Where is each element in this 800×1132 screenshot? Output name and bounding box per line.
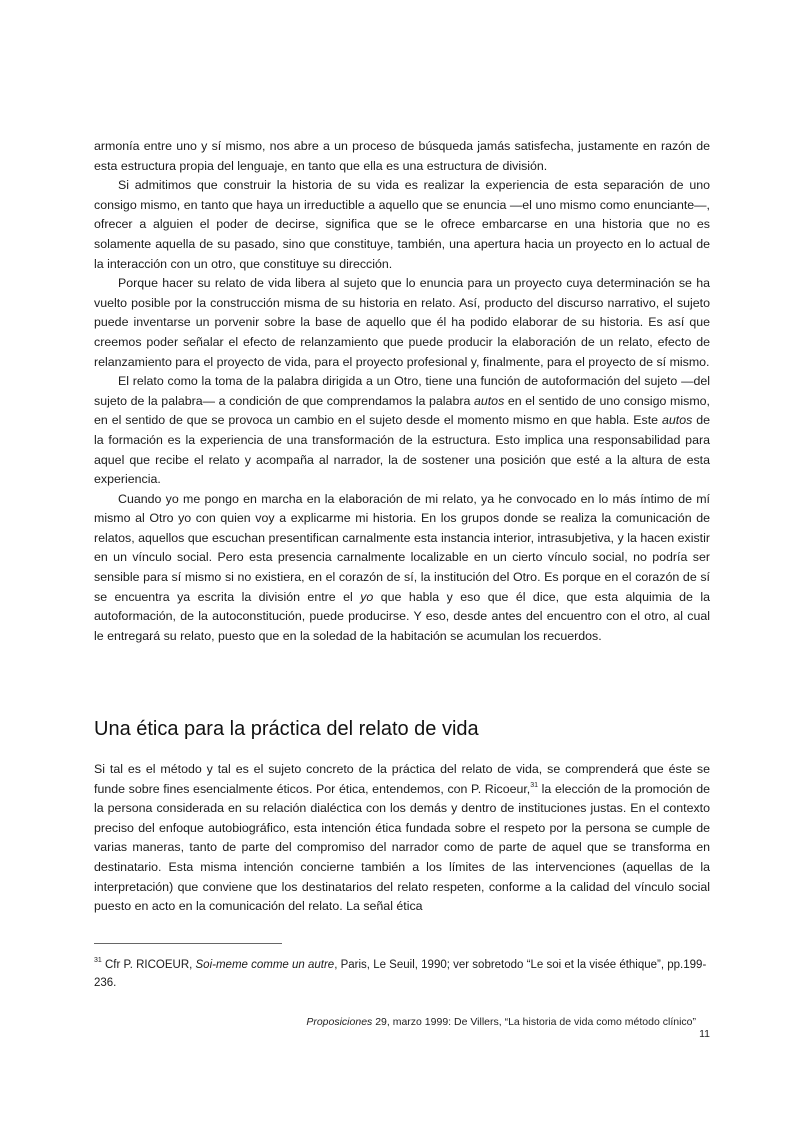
text-run: que habla y eso que él dice, que esta alquimia de la autoformación, de la autoconstitución, puede producirse. Y eso, desde antes del encuentro con el otro, al cual le entregará su relato, puesto que en la soledad de la habitación se acumulan los recuerdos. xyxy=(94,589,710,643)
emphasis-text: autos xyxy=(661,413,693,428)
body-paragraph xyxy=(94,490,710,647)
page-number: 11 xyxy=(699,1028,710,1040)
text-run: de la formación es la experiencia de una transformación de la estructura. Esto implica una responsabilidad para aquel que recibe el relato y acompaña al narrador, la de sostener una posición que esté a la altura de esta experiencia. xyxy=(94,413,710,487)
text-run: Cfr P. RICOEUR, xyxy=(101,959,196,971)
text-run: Si admitimos que construir la historia de su vida es realizar la experiencia de esta separación de uno consigo mismo, en tanto que haya un irreductible a aquello que se enuncia —el uno mismo como enunciante—, ofrecer a alguien el poder de decirse, significa que se le ofrece embarcarse en una historia que no es solamente aquella de su pasado, sino que constituye, también, una apertura hacia un proyecto en lo actual de la interacción con un otro, que constituye su dirección. xyxy=(94,178,710,271)
section-heading: Una ética para la práctica del relato de vida xyxy=(94,718,479,740)
emphasis-text: autos xyxy=(473,393,505,408)
footer-citation: 29, marzo 1999: De Villers, “La historia de vida como método clínico” xyxy=(372,1016,696,1028)
text-run: El relato como la toma de la palabra dirigida a un Otro, tiene una función de autoformación del sujeto —del sujeto de la palabra— a condición de que comprendamos la palabra xyxy=(94,374,710,408)
footnote-divider xyxy=(94,943,282,944)
emphasis-text: Soi-meme comme un autre xyxy=(195,959,335,971)
body-paragraph xyxy=(94,176,710,274)
body-paragraph xyxy=(94,372,710,490)
text-run: la elección de la promoción de la persona considerada en su relación dialéctica con los demás y dentro de instituciones justas. En el contexto preciso del enfoque autobiográfico, esta intención ética fundada sobre el respeto por la persona se cumple de varias maneras, tanto de parte del compromiso del narrador como de parte de aquel que se transforma en destinatario. Esta misma intención concierne también a los límites de las intervenciones (aquellas de la interpretación) que conviene que los destinatarios del relato respeten, conforme a la calidad del vínculo social puesto en acto en la comunicación del relato. La señal ética xyxy=(94,781,710,914)
section-body xyxy=(94,760,710,917)
emphasis-text: yo xyxy=(360,589,374,604)
text-run: Porque hacer su relato de vida libera al sujeto que lo enuncia para un proyecto cuya determinación se ha vuelto posible por la construcción misma de su historia en relato. Así, producto del discurso narrativo, el sujeto puede inventarse un porvenir sobre la base de aquello que él ha podido elaborar de su historia. Es así que creemos poder señalar el efecto de relanzamiento que puede producir la elaboración de un relato, efecto de relanzamiento para el proyecto de vida, para el proyecto profesional y, finalmente, para el proyecto de sí mismo. xyxy=(94,276,710,369)
page-footer xyxy=(300,1016,710,1040)
footer-journal: Proposiciones xyxy=(306,1016,373,1028)
footnote-ref: 31 xyxy=(530,781,539,789)
section-paragraph xyxy=(94,760,710,917)
text-run: Si tal es el método y tal es el sujeto concreto de la práctica del relato de vida, se comprenderá que éste se funde sobre fines esencialmente éticos. Por ética, entendemos, con P. Ricoeur, xyxy=(94,762,710,796)
text-run: , Paris, Le Seuil, 1990; ver sobretodo “Le soi et la visée éthique”, pp.199-236. xyxy=(94,959,707,989)
text-run: armonía entre uno y sí mismo, nos abre a un proceso de búsqueda jamás satisfecha, justamente en razón de esta estructura propia del lenguaje, en tanto que ella es una estructura de división. xyxy=(94,139,710,173)
body-paragraph xyxy=(94,137,710,176)
footnote-ref: 31 xyxy=(94,957,102,964)
footnote xyxy=(94,956,710,992)
body-paragraph xyxy=(94,274,710,372)
body-text xyxy=(94,137,710,646)
text-run: Cuando yo me pongo en marcha en la elaboración de mi relato, ya he convocado en lo más íntimo de mí mismo al Otro yo con quien voy a explicarme mi historia. En los grupos donde se realiza la comunicación de relatos, aquellos que escuchan presentifican carnalmente esta instancia interior, intrasubjetiva, y la hacen existir en un vínculo social. Pero esta presencia carnalmente localizable en un cierto vínculo social, no podría ser sensible para sí mismo si no existiera, en el corazón de sí, la institución del Otro. Es porque en el corazón de sí se encuentra ya escrita la división entre el xyxy=(94,491,710,604)
text-run: en el sentido de uno consigo mismo, en el sentido de que se provoca un cambio en el sujeto desde el momento mismo en que habla. Este xyxy=(94,393,710,428)
